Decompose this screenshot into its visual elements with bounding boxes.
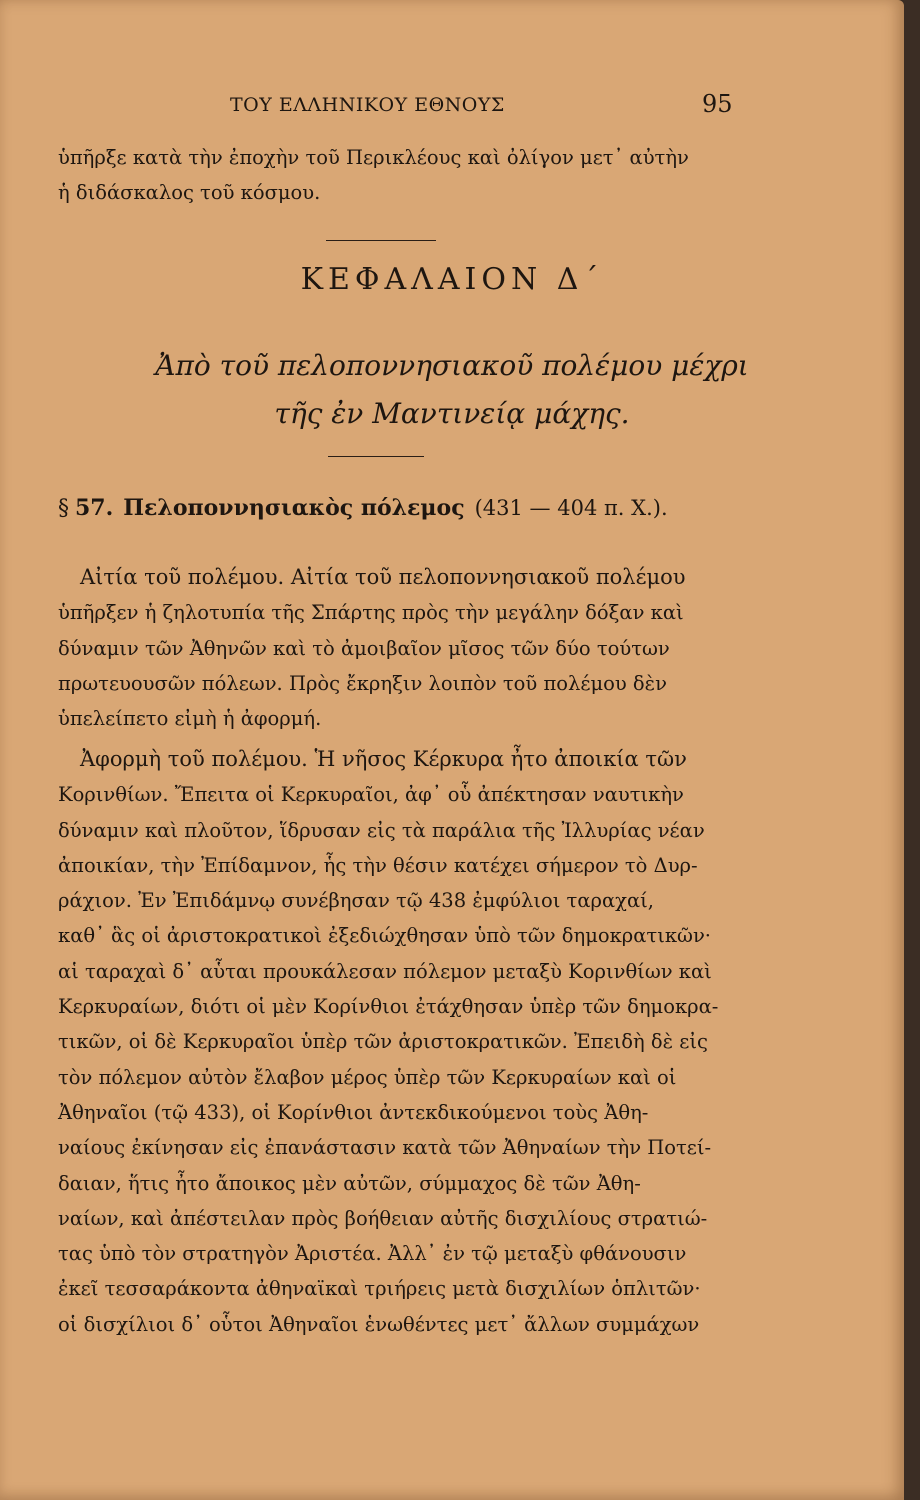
text-line: Αἰτία τοῦ πολέμου. Αἰτία τοῦ πελοποννησιακοῦ πολέμου [80,565,686,589]
paragraph-causes [58,560,738,736]
section-title: Πελοποννησιακὸς πόλεμος [123,495,465,521]
section-mark: § [58,496,69,521]
text-line: τας ὑπὸ τὸν στρατηγὸν Ἀριστέα. Ἀλλ᾽ ἐν τῷ μεταξὺ φθάνουσιν [58,1242,687,1266]
text-line: τικῶν, οἱ δὲ Κερκυραῖοι ὑπὲρ τῶν ἀριστοκρατικῶν. Ἐπειδὴ δὲ εἰς [58,1030,708,1054]
running-header [0,90,904,124]
chapter-subtitle [0,342,904,438]
divider-rule [328,456,424,457]
text-line: Κορινθίων. Ἔπειτα οἱ Κερκυραῖοι, ἀφ᾽ οὗ ἀπέκτησαν ναυτικὴν [58,783,684,807]
section-heading [58,495,758,521]
text-line: αἱ ταραχαὶ δ᾽ αὗται προυκάλεσαν πόλεμον μεταξὺ Κορινθίων καὶ [58,959,712,983]
intro-text [58,140,738,211]
text-line: δύναμιν καὶ πλοῦτον, ἵδρυσαν εἰς τὰ παράλια τῆς Ἰλλυρίας νέαν [58,818,705,842]
paragraph-occasion [58,742,738,1342]
text-line: Ἀφορμὴ τοῦ πολέμου. Ἡ νῆσος Κέρκυρα ἦτο ἀποικία τῶν [80,747,687,771]
text-line: ράχιον. Ἐν Ἐπιδάμνῳ συνέβησαν τῷ 438 ἐμφύλιοι ταραχαί, [58,889,654,913]
text-line: δαιαν, ἥτις ἦτο ἄποικος μὲν αὐτῶν, σύμμαχος δὲ τῶν Ἀθη- [58,1171,641,1195]
text-line: πρωτευουσῶν πόλεων. Πρὸς ἔκρηξιν λοιπὸν τοῦ πολέμου δὲν [58,671,667,695]
text-line: τὸν πόλεμον αὐτὸν ἔλαβον μέρος ὑπὲρ τῶν Κερκυραίων καὶ οἱ [58,1065,677,1089]
text-line: οἱ δισχίλιοι δ᾽ οὗτοι Ἀθηναῖοι ἑνωθέντες μετ᾽ ἄλλων συμμάχων [58,1312,700,1336]
section-dates: (431 — 404 π. Χ.). [474,496,668,520]
section-number: 57. [75,495,114,521]
chapter-heading: ΚΕΦΑΛΑΙΟΝ Δ΄ [300,262,604,297]
chapter-subtitle-line: τῆς ἐν Μαντινείᾳ μάχης. [274,397,630,430]
text-line: ἡ διδάσκαλος τοῦ κόσμου. [58,181,321,205]
text-line: ἀποικίαν, τὴν Ἐπίδαμνον, ἧς τὴν θέσιν κατέχει σήμερον τὸ Δυρ- [58,853,698,877]
text-line: Κερκυραίων, διότι οἱ μὲν Κορίνθιοι ἐτάχθησαν ὑπὲρ τῶν δημοκρα- [58,995,719,1019]
text-line: δύναμιν τῶν Ἀθηνῶν καὶ τὸ ἀμοιβαῖον μῖσος τῶν δύο τούτων [58,636,670,660]
text-line: ναίων, καὶ ἀπέστειλαν πρὸς βοήθειαν αὐτῆς δισχιλίους στρατιώ- [58,1206,708,1230]
text-line: ναίους ἐκίνησαν εἰς ἐπανάστασιν κατὰ τῶν Ἀθηναίων τὴν Ποτεί- [58,1136,712,1160]
text-line: ἐκεῖ τεσσαράκοντα ἀθηναϊκαὶ τριήρεις μετὰ δισχιλίων ὁπλιτῶν· [58,1277,701,1301]
text-line: ὑπελείπετο εἰμὴ ἡ ἀφορμή. [58,707,322,731]
page-edge-shadow [904,0,920,1500]
text-line: Ἀθηναῖοι (τῷ 433), οἱ Κορίνθιοι ἀντεκδικούμενοι τοὺς Ἀθη- [58,1100,649,1124]
chapter-subtitle-line: Ἀπὸ τοῦ πελοποννησιακοῦ πολέμου μέχρι [155,349,749,382]
running-title: ΤΟΥ ΕΛΛΗΝΙΚΟΥ ΕΘΝΟΥΣ [230,94,505,116]
page-number: 95 [702,90,733,118]
text-line: ὑπῆρξε κατὰ τὴν ἐποχὴν τοῦ Περικλέους καὶ ὀλίγον μετ᾽ αὐτὴν [58,146,689,169]
text-line: καθ᾽ ἃς οἱ ἀριστοκρατικοὶ ἐξεδιώχθησαν ὑπὸ τῶν δημοκρατικῶν· [58,924,712,948]
text-line: ὑπῆρξεν ἡ ζηλοτυπία τῆς Σπάρτης πρὸς τὴν μεγάλην δόξαν καὶ [58,601,684,625]
divider-rule [326,240,436,241]
